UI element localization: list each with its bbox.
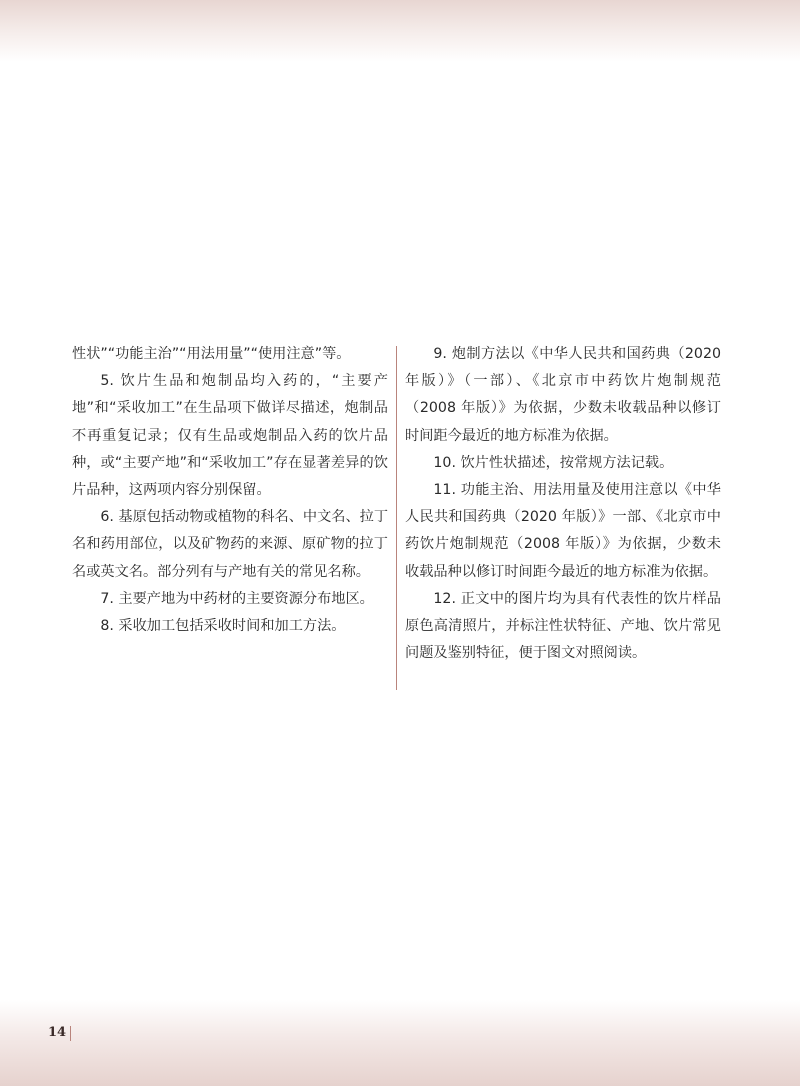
paragraph-item-12: 12. 正文中的图片均为具有代表性的饮片样品原色高清照片，并标注性状特征、产地、饮片常见问题及鉴别特征，便于图文对照阅读。 <box>405 590 721 662</box>
page-number: 14 <box>48 1025 67 1040</box>
paragraph-item-5: 5. 饮片生品和炮制品均入药的，“主要产地”和“采收加工”在生品项下做详尽描述，炮制品不再重复记录；仅有生品或炮制品入药的饮片品种，或“主要产地”和“采收加工”存在显著差异的饮片品种，这两项内容分别保留。 <box>72 373 388 499</box>
left-text-column <box>72 341 388 640</box>
paragraph-item-8: 8. 采收加工包括采收时间和加工方法。 <box>100 618 346 635</box>
paragraph-item-9: 9. 炮制方法以《中华人民共和国药典（2020 年版）》（一部）、《北京市中药饮片炮制规范（2008 年版）》为依据，少数未收载品种以修订时间距今最近的地方标准为依据。 <box>405 346 721 444</box>
paragraph-item-11: 11. 功能主治、用法用量及使用注意以《中华人民共和国药典（2020 年版）》一部、《北京市中药饮片炮制规范（2008 年版）》为依据，少数未收载品种以修订时间距今最近的地方标准为依据。 <box>405 482 721 580</box>
column-divider <box>396 346 397 690</box>
paragraph-item-10: 10. 饮片性状描述，按常规方法记载。 <box>433 454 674 471</box>
paragraph-item-7: 7. 主要产地为中药材的主要资源分布地区。 <box>100 590 374 607</box>
right-text-column <box>405 341 721 667</box>
paragraph-continued: 性状”“功能主治”“用法用量”“使用注意”等。 <box>72 346 351 362</box>
page-number-bar <box>70 1026 71 1041</box>
paragraph-item-6: 6. 基原包括动物或植物的科名、中文名、拉丁名和药用部位，以及矿物药的来源、原矿物的拉丁名或英文名。部分列有与产地有关的常见名称。 <box>72 509 389 580</box>
top-decorative-band <box>0 0 800 62</box>
bottom-decorative-band <box>0 1000 800 1086</box>
